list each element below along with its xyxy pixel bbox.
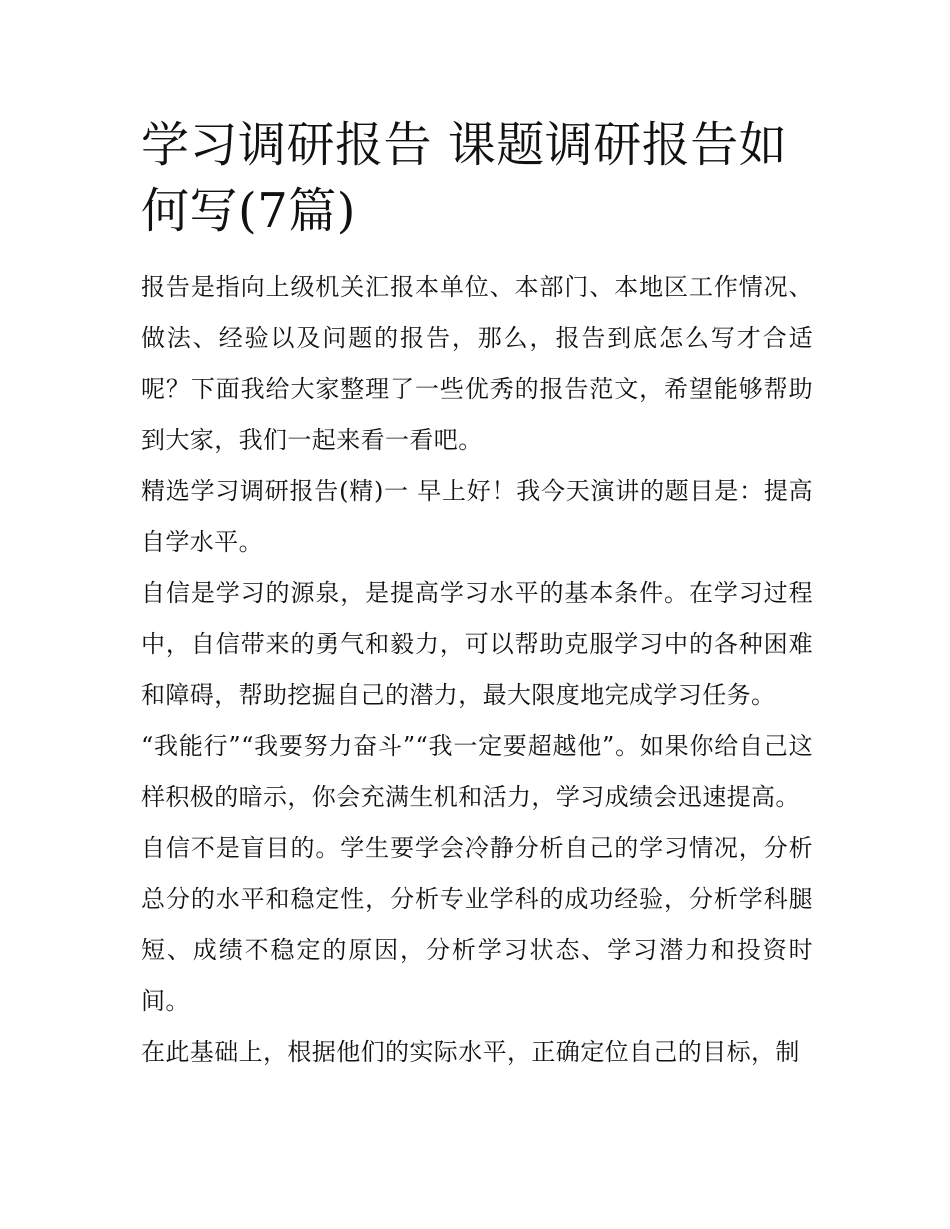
paragraph-section-one: 精选学习调研报告(精)一 早上好！我今天演讲的题目是：提高自学水平。 bbox=[141, 477, 813, 556]
document-title: 学习调研报告 课题调研报告如何写(7篇) bbox=[141, 117, 788, 239]
paragraph-self-talk: “我能行”“我要努力奋斗”“我一定要超越他”。如果你给自己这样积极的暗示，你会充满生机和活力，学习成绩会迅速提高。 bbox=[141, 732, 813, 811]
document-page bbox=[141, 112, 813, 1078]
document-body bbox=[141, 262, 813, 1078]
paragraph-intro: 报告是指向上级机关汇报本单位、本部门、本地区工作情况、做法、经验以及问题的报告，那么，报告到底怎么写才合适呢？下面我给大家整理了一些优秀的报告范文，希望能够帮助到大家，我们一起来看一看吧。 bbox=[141, 273, 813, 454]
paragraph-analysis: 自信不是盲目的。学生要学会冷静分析自己的学习情况，分析总分的水平和稳定性，分析专业学科的成功经验，分析学科腿短、成绩不稳定的原因，分析学习状态、学习潜力和投资时间。 bbox=[141, 834, 813, 1015]
paragraph-goals: 在此基础上，根据他们的实际水平，正确定位自己的目标，制 bbox=[141, 1038, 800, 1066]
paragraph-confidence: 自信是学习的源泉，是提高学习水平的基本条件。在学习过程中，自信带来的勇气和毅力，可以帮助克服学习中的各种困难和障碍，帮助挖掘自己的潜力，最大限度地完成学习任务。 bbox=[141, 579, 813, 709]
